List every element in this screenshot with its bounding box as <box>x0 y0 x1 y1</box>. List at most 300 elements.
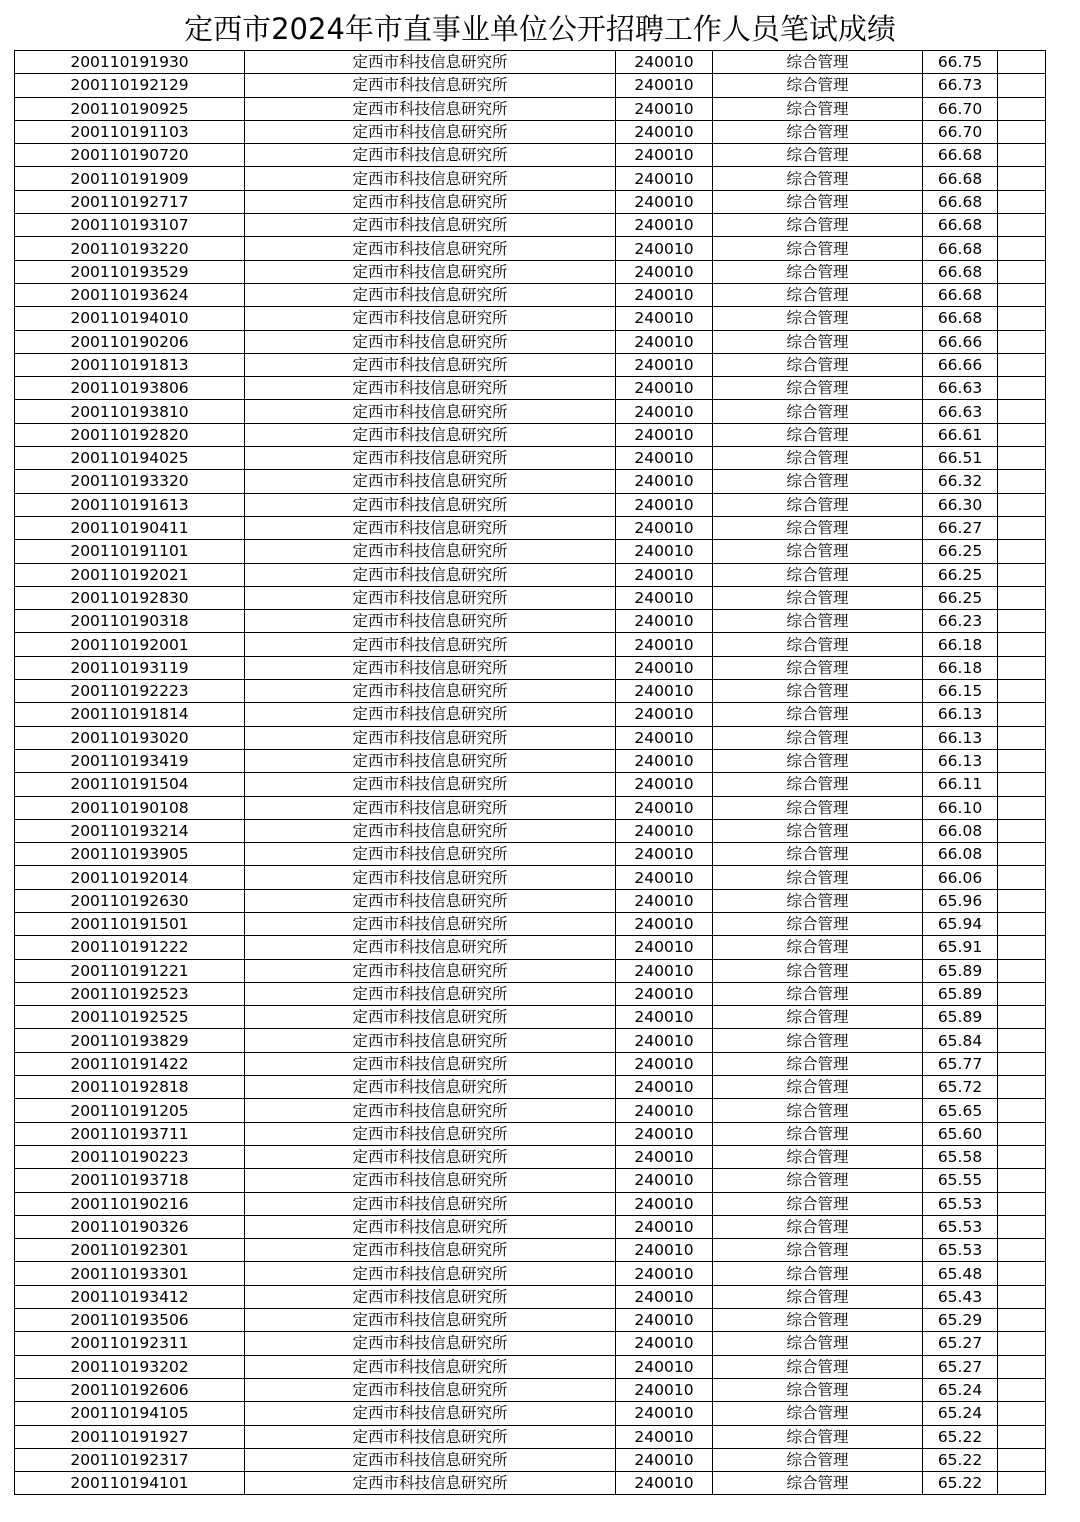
position-code-cell: 240010 <box>616 1169 713 1192</box>
unit-name-cell: 定西市科技信息研究所 <box>245 470 616 493</box>
remark-cell <box>998 633 1046 656</box>
unit-name-cell: 定西市科技信息研究所 <box>245 516 616 539</box>
table-row <box>15 819 1046 842</box>
position-code-cell: 240010 <box>616 563 713 586</box>
exam-number-cell: 200110190326 <box>15 1215 245 1238</box>
position-code-cell: 240010 <box>616 1448 713 1471</box>
exam-number-cell: 200110192818 <box>15 1076 245 1099</box>
position-name-cell: 综合管理 <box>713 1192 923 1215</box>
table-row <box>15 237 1046 260</box>
table-row <box>15 1029 1046 1052</box>
exam-number-cell: 200110192523 <box>15 982 245 1005</box>
remark-cell <box>998 1169 1046 1192</box>
remark-cell <box>998 1448 1046 1471</box>
position-name-cell: 综合管理 <box>713 144 923 167</box>
remark-cell <box>998 167 1046 190</box>
table-row <box>15 586 1046 609</box>
table-row <box>15 796 1046 819</box>
table-row <box>15 51 1046 74</box>
position-code-cell: 240010 <box>616 1285 713 1308</box>
table-row <box>15 307 1046 330</box>
table-row <box>15 283 1046 306</box>
position-code-cell: 240010 <box>616 51 713 74</box>
score-cell: 66.66 <box>923 353 998 376</box>
remark-cell <box>998 1285 1046 1308</box>
exam-number-cell: 200110193529 <box>15 260 245 283</box>
remark-cell <box>998 447 1046 470</box>
position-code-cell: 240010 <box>616 912 713 935</box>
score-cell: 66.18 <box>923 656 998 679</box>
table-row <box>15 74 1046 97</box>
exam-number-cell: 200110191927 <box>15 1425 245 1448</box>
remark-cell <box>998 1099 1046 1122</box>
table-row <box>15 447 1046 470</box>
position-name-cell: 综合管理 <box>713 330 923 353</box>
position-name-cell: 综合管理 <box>713 982 923 1005</box>
remark-cell <box>998 516 1046 539</box>
remark-cell <box>998 1052 1046 1075</box>
position-code-cell: 240010 <box>616 1355 713 1378</box>
exam-number-cell: 200110192630 <box>15 889 245 912</box>
position-code-cell: 240010 <box>616 1029 713 1052</box>
position-code-cell: 240010 <box>616 982 713 1005</box>
unit-name-cell: 定西市科技信息研究所 <box>245 1262 616 1285</box>
unit-name-cell: 定西市科技信息研究所 <box>245 353 616 376</box>
score-cell: 65.24 <box>923 1402 998 1425</box>
exam-number-cell: 200110193829 <box>15 1029 245 1052</box>
exam-number-cell: 200110190720 <box>15 144 245 167</box>
table-row <box>15 1099 1046 1122</box>
table-row <box>15 843 1046 866</box>
position-name-cell: 综合管理 <box>713 796 923 819</box>
remark-cell <box>998 982 1046 1005</box>
exam-number-cell: 200110192606 <box>15 1378 245 1401</box>
unit-name-cell: 定西市科技信息研究所 <box>245 74 616 97</box>
position-name-cell: 综合管理 <box>713 1332 923 1355</box>
position-name-cell: 综合管理 <box>713 1448 923 1471</box>
exam-number-cell: 200110191930 <box>15 51 245 74</box>
table-row <box>15 470 1046 493</box>
position-name-cell: 综合管理 <box>713 680 923 703</box>
remark-cell <box>998 377 1046 400</box>
unit-name-cell: 定西市科技信息研究所 <box>245 400 616 423</box>
exam-number-cell: 200110191909 <box>15 167 245 190</box>
table-row <box>15 1332 1046 1355</box>
remark-cell <box>998 912 1046 935</box>
unit-name-cell: 定西市科技信息研究所 <box>245 1192 616 1215</box>
exam-number-cell: 200110193220 <box>15 237 245 260</box>
score-cell: 66.66 <box>923 330 998 353</box>
exam-number-cell: 200110191814 <box>15 703 245 726</box>
unit-name-cell: 定西市科技信息研究所 <box>245 214 616 237</box>
position-name-cell: 综合管理 <box>713 610 923 633</box>
unit-name-cell: 定西市科技信息研究所 <box>245 982 616 1005</box>
position-name-cell: 综合管理 <box>713 516 923 539</box>
exam-number-cell: 200110191613 <box>15 493 245 516</box>
unit-name-cell: 定西市科技信息研究所 <box>245 866 616 889</box>
exam-number-cell: 200110190216 <box>15 1192 245 1215</box>
remark-cell <box>998 889 1046 912</box>
position-name-cell: 综合管理 <box>713 74 923 97</box>
position-name-cell: 综合管理 <box>713 97 923 120</box>
position-name-cell: 综合管理 <box>713 843 923 866</box>
position-code-cell: 240010 <box>616 1309 713 1332</box>
exam-number-cell: 200110193711 <box>15 1122 245 1145</box>
table-row <box>15 353 1046 376</box>
scores-table <box>14 50 1046 1495</box>
score-cell: 66.08 <box>923 819 998 842</box>
position-name-cell: 综合管理 <box>713 959 923 982</box>
score-cell: 66.61 <box>923 423 998 446</box>
remark-cell <box>998 493 1046 516</box>
score-cell: 66.68 <box>923 167 998 190</box>
position-name-cell: 综合管理 <box>713 1099 923 1122</box>
position-code-cell: 240010 <box>616 1122 713 1145</box>
exam-number-cell: 200110192830 <box>15 586 245 609</box>
score-cell: 66.68 <box>923 260 998 283</box>
exam-number-cell: 200110194025 <box>15 447 245 470</box>
score-cell: 65.77 <box>923 1052 998 1075</box>
remark-cell <box>998 214 1046 237</box>
table-row <box>15 936 1046 959</box>
position-code-cell: 240010 <box>616 1239 713 1262</box>
unit-name-cell: 定西市科技信息研究所 <box>245 1006 616 1029</box>
position-code-cell: 240010 <box>616 353 713 376</box>
position-code-cell: 240010 <box>616 610 713 633</box>
position-code-cell: 240010 <box>616 889 713 912</box>
position-name-cell: 综合管理 <box>713 190 923 213</box>
exam-number-cell: 200110193905 <box>15 843 245 866</box>
remark-cell <box>998 796 1046 819</box>
position-name-cell: 综合管理 <box>713 633 923 656</box>
table-row <box>15 889 1046 912</box>
page-title: 定西市2024年市直事业单位公开招聘工作人员笔试成绩 <box>184 12 896 46</box>
unit-name-cell: 定西市科技信息研究所 <box>245 773 616 796</box>
remark-cell <box>998 120 1046 143</box>
unit-name-cell: 定西市科技信息研究所 <box>245 1122 616 1145</box>
exam-number-cell: 200110193624 <box>15 283 245 306</box>
exam-number-cell: 200110191501 <box>15 912 245 935</box>
remark-cell <box>998 330 1046 353</box>
table-row <box>15 377 1046 400</box>
position-code-cell: 240010 <box>616 1402 713 1425</box>
remark-cell <box>998 1309 1046 1332</box>
table-row <box>15 400 1046 423</box>
unit-name-cell: 定西市科技信息研究所 <box>245 843 616 866</box>
position-code-cell: 240010 <box>616 540 713 563</box>
score-cell: 65.89 <box>923 959 998 982</box>
position-code-cell: 240010 <box>616 237 713 260</box>
table-row <box>15 1145 1046 1168</box>
table-row <box>15 120 1046 143</box>
position-name-cell: 综合管理 <box>713 866 923 889</box>
position-name-cell: 综合管理 <box>713 1402 923 1425</box>
exam-number-cell: 200110191504 <box>15 773 245 796</box>
unit-name-cell: 定西市科技信息研究所 <box>245 586 616 609</box>
position-code-cell: 240010 <box>616 330 713 353</box>
score-cell: 66.13 <box>923 726 998 749</box>
position-name-cell: 综合管理 <box>713 1076 923 1099</box>
exam-number-cell: 200110193718 <box>15 1169 245 1192</box>
unit-name-cell: 定西市科技信息研究所 <box>245 1076 616 1099</box>
table-row <box>15 633 1046 656</box>
table-row <box>15 144 1046 167</box>
remark-cell <box>998 866 1046 889</box>
table-row <box>15 912 1046 935</box>
remark-cell <box>998 353 1046 376</box>
score-cell: 65.60 <box>923 1122 998 1145</box>
position-code-cell: 240010 <box>616 1052 713 1075</box>
unit-name-cell: 定西市科技信息研究所 <box>245 563 616 586</box>
exam-number-cell: 200110190223 <box>15 1145 245 1168</box>
exam-number-cell: 200110190318 <box>15 610 245 633</box>
table-row <box>15 1448 1046 1471</box>
score-cell: 66.27 <box>923 516 998 539</box>
unit-name-cell: 定西市科技信息研究所 <box>245 1332 616 1355</box>
table-row <box>15 190 1046 213</box>
unit-name-cell: 定西市科技信息研究所 <box>245 1425 616 1448</box>
position-name-cell: 综合管理 <box>713 120 923 143</box>
score-cell: 66.30 <box>923 493 998 516</box>
score-cell: 65.89 <box>923 982 998 1005</box>
score-cell: 65.27 <box>923 1332 998 1355</box>
table-row <box>15 563 1046 586</box>
unit-name-cell: 定西市科技信息研究所 <box>245 703 616 726</box>
unit-name-cell: 定西市科技信息研究所 <box>245 51 616 74</box>
position-name-cell: 综合管理 <box>713 936 923 959</box>
score-cell: 66.68 <box>923 283 998 306</box>
exam-number-cell: 200110192129 <box>15 74 245 97</box>
position-code-cell: 240010 <box>616 74 713 97</box>
position-name-cell: 综合管理 <box>713 819 923 842</box>
remark-cell <box>998 1472 1046 1495</box>
unit-name-cell: 定西市科技信息研究所 <box>245 796 616 819</box>
unit-name-cell: 定西市科技信息研究所 <box>245 749 616 772</box>
remark-cell <box>998 237 1046 260</box>
position-name-cell: 综合管理 <box>713 563 923 586</box>
remark-cell <box>998 190 1046 213</box>
position-name-cell: 综合管理 <box>713 1029 923 1052</box>
score-cell: 66.15 <box>923 680 998 703</box>
remark-cell <box>998 1262 1046 1285</box>
table-row <box>15 540 1046 563</box>
score-cell: 66.68 <box>923 190 998 213</box>
table-row <box>15 1076 1046 1099</box>
exam-number-cell: 200110191103 <box>15 120 245 143</box>
table-row <box>15 959 1046 982</box>
score-cell: 65.94 <box>923 912 998 935</box>
remark-cell <box>998 1402 1046 1425</box>
unit-name-cell: 定西市科技信息研究所 <box>245 1145 616 1168</box>
unit-name-cell: 定西市科技信息研究所 <box>245 1285 616 1308</box>
position-code-cell: 240010 <box>616 1076 713 1099</box>
exam-number-cell: 200110192021 <box>15 563 245 586</box>
remark-cell <box>998 1006 1046 1029</box>
score-cell: 66.23 <box>923 610 998 633</box>
unit-name-cell: 定西市科技信息研究所 <box>245 120 616 143</box>
position-code-cell: 240010 <box>616 167 713 190</box>
position-name-cell: 综合管理 <box>713 423 923 446</box>
position-name-cell: 综合管理 <box>713 912 923 935</box>
score-cell: 66.06 <box>923 866 998 889</box>
position-name-cell: 综合管理 <box>713 260 923 283</box>
position-code-cell: 240010 <box>616 97 713 120</box>
position-code-cell: 240010 <box>616 493 713 516</box>
table-row <box>15 167 1046 190</box>
position-code-cell: 240010 <box>616 400 713 423</box>
table-row <box>15 1006 1046 1029</box>
exam-number-cell: 200110193412 <box>15 1285 245 1308</box>
exam-number-cell: 200110193320 <box>15 470 245 493</box>
position-code-cell: 240010 <box>616 959 713 982</box>
position-name-cell: 综合管理 <box>713 1378 923 1401</box>
table-row <box>15 1285 1046 1308</box>
unit-name-cell: 定西市科技信息研究所 <box>245 307 616 330</box>
position-name-cell: 综合管理 <box>713 586 923 609</box>
position-name-cell: 综合管理 <box>713 1355 923 1378</box>
position-code-cell: 240010 <box>616 214 713 237</box>
exam-number-cell: 200110191221 <box>15 959 245 982</box>
position-code-cell: 240010 <box>616 377 713 400</box>
unit-name-cell: 定西市科技信息研究所 <box>245 423 616 446</box>
position-name-cell: 综合管理 <box>713 353 923 376</box>
exam-number-cell: 200110190108 <box>15 796 245 819</box>
position-name-cell: 综合管理 <box>713 283 923 306</box>
score-cell: 66.25 <box>923 563 998 586</box>
position-name-cell: 综合管理 <box>713 470 923 493</box>
position-code-cell: 240010 <box>616 633 713 656</box>
remark-cell <box>998 586 1046 609</box>
exam-number-cell: 200110192223 <box>15 680 245 703</box>
table-row <box>15 726 1046 749</box>
score-cell: 66.68 <box>923 214 998 237</box>
position-name-cell: 综合管理 <box>713 656 923 679</box>
unit-name-cell: 定西市科技信息研究所 <box>245 447 616 470</box>
scores-table-body <box>15 51 1046 1495</box>
table-row <box>15 260 1046 283</box>
table-row <box>15 516 1046 539</box>
remark-cell <box>998 74 1046 97</box>
unit-name-cell: 定西市科技信息研究所 <box>245 936 616 959</box>
unit-name-cell: 定西市科技信息研究所 <box>245 97 616 120</box>
score-cell: 66.11 <box>923 773 998 796</box>
exam-number-cell: 200110193020 <box>15 726 245 749</box>
table-row <box>15 330 1046 353</box>
score-cell: 66.10 <box>923 796 998 819</box>
position-code-cell: 240010 <box>616 1332 713 1355</box>
position-name-cell: 综合管理 <box>713 773 923 796</box>
remark-cell <box>998 400 1046 423</box>
remark-cell <box>998 726 1046 749</box>
table-row <box>15 1122 1046 1145</box>
position-code-cell: 240010 <box>616 726 713 749</box>
position-name-cell: 综合管理 <box>713 1215 923 1238</box>
position-code-cell: 240010 <box>616 656 713 679</box>
position-name-cell: 综合管理 <box>713 400 923 423</box>
table-row <box>15 493 1046 516</box>
remark-cell <box>998 1378 1046 1401</box>
position-code-cell: 240010 <box>616 283 713 306</box>
remark-cell <box>998 283 1046 306</box>
exam-number-cell: 200110194105 <box>15 1402 245 1425</box>
remark-cell <box>998 1425 1046 1448</box>
score-cell: 65.84 <box>923 1029 998 1052</box>
position-name-cell: 综合管理 <box>713 540 923 563</box>
score-cell: 66.25 <box>923 540 998 563</box>
position-name-cell: 综合管理 <box>713 493 923 516</box>
position-code-cell: 240010 <box>616 447 713 470</box>
table-row <box>15 1378 1046 1401</box>
position-code-cell: 240010 <box>616 936 713 959</box>
table-row <box>15 1262 1046 1285</box>
table-row <box>15 1192 1046 1215</box>
score-cell: 66.68 <box>923 307 998 330</box>
table-row <box>15 773 1046 796</box>
exam-number-cell: 200110193806 <box>15 377 245 400</box>
table-row <box>15 1052 1046 1075</box>
remark-cell <box>998 1076 1046 1099</box>
remark-cell <box>998 819 1046 842</box>
remark-cell <box>998 1332 1046 1355</box>
position-code-cell: 240010 <box>616 796 713 819</box>
exam-number-cell: 200110192001 <box>15 633 245 656</box>
remark-cell <box>998 1029 1046 1052</box>
position-name-cell: 综合管理 <box>713 1122 923 1145</box>
score-cell: 65.43 <box>923 1285 998 1308</box>
position-name-cell: 综合管理 <box>713 1425 923 1448</box>
position-code-cell: 240010 <box>616 1006 713 1029</box>
position-name-cell: 综合管理 <box>713 889 923 912</box>
position-code-cell: 240010 <box>616 1472 713 1495</box>
exam-number-cell: 200110190925 <box>15 97 245 120</box>
table-row <box>15 610 1046 633</box>
position-code-cell: 240010 <box>616 1215 713 1238</box>
unit-name-cell: 定西市科技信息研究所 <box>245 610 616 633</box>
remark-cell <box>998 97 1046 120</box>
score-cell: 65.53 <box>923 1192 998 1215</box>
table-row <box>15 680 1046 703</box>
remark-cell <box>998 1122 1046 1145</box>
position-code-cell: 240010 <box>616 120 713 143</box>
unit-name-cell: 定西市科技信息研究所 <box>245 1309 616 1332</box>
remark-cell <box>998 1192 1046 1215</box>
exam-number-cell: 200110193107 <box>15 214 245 237</box>
unit-name-cell: 定西市科技信息研究所 <box>245 912 616 935</box>
unit-name-cell: 定西市科技信息研究所 <box>245 237 616 260</box>
score-cell: 66.13 <box>923 749 998 772</box>
remark-cell <box>998 936 1046 959</box>
unit-name-cell: 定西市科技信息研究所 <box>245 540 616 563</box>
unit-name-cell: 定西市科技信息研究所 <box>245 1448 616 1471</box>
position-code-cell: 240010 <box>616 843 713 866</box>
table-row <box>15 866 1046 889</box>
remark-cell <box>998 540 1046 563</box>
remark-cell <box>998 563 1046 586</box>
remark-cell <box>998 307 1046 330</box>
unit-name-cell: 定西市科技信息研究所 <box>245 1402 616 1425</box>
table-row <box>15 1169 1046 1192</box>
unit-name-cell: 定西市科技信息研究所 <box>245 1378 616 1401</box>
score-cell: 65.29 <box>923 1309 998 1332</box>
table-row <box>15 423 1046 446</box>
position-code-cell: 240010 <box>616 1099 713 1122</box>
score-cell: 66.70 <box>923 97 998 120</box>
position-code-cell: 240010 <box>616 307 713 330</box>
score-cell: 65.65 <box>923 1099 998 1122</box>
score-cell: 66.63 <box>923 400 998 423</box>
position-code-cell: 240010 <box>616 749 713 772</box>
exam-number-cell: 200110192301 <box>15 1239 245 1262</box>
